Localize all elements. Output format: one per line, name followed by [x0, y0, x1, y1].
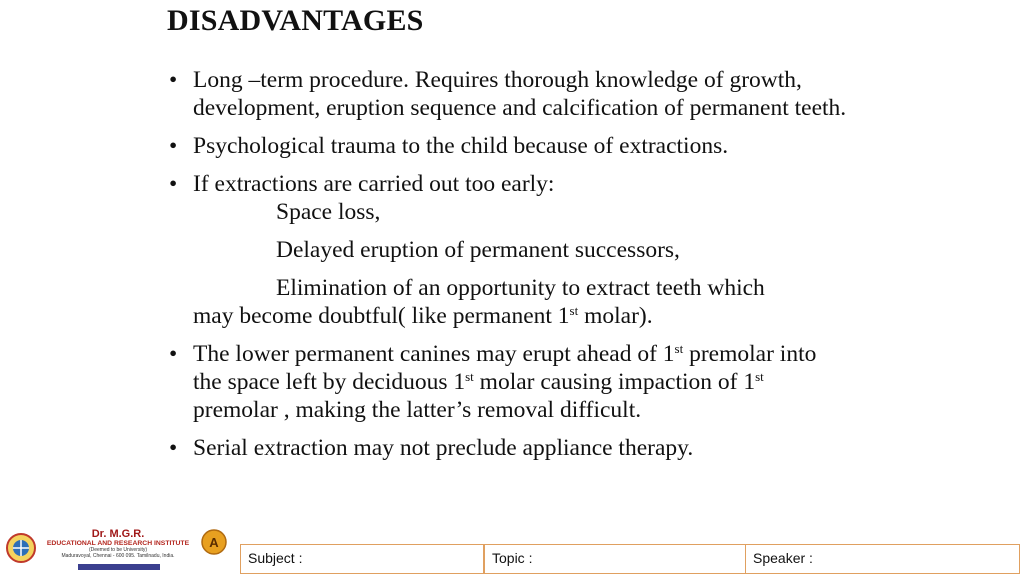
superscript: st [465, 369, 474, 384]
superscript: st [755, 369, 764, 384]
slide-content [168, 66, 848, 472]
sub-item: Delayed eruption of permanent successors, [276, 237, 680, 263]
superscript: st [674, 341, 684, 356]
bullet-item: • Serial extraction may not preclude appliance therapy. [168, 434, 848, 462]
grade-badge-icon [200, 528, 228, 556]
logo-text [36, 528, 200, 559]
continuation-text: molar). [578, 303, 653, 329]
bullet-item: • Long –term procedure. Requires thorough knowledge of growth, development, eruption sequence and calcification of permanent teeth. [168, 66, 848, 122]
superscript: st [569, 303, 579, 318]
bullet-text: premolar into the space left by deciduous 1 [193, 341, 817, 395]
bullet-item [168, 170, 848, 330]
speaker-field: Speaker : [745, 544, 1020, 574]
logo-name: Dr. M.G.R. [91, 528, 145, 540]
logo-bar [78, 564, 160, 570]
sub-item: Elimination of an opportunity to extract teeth which [276, 275, 765, 301]
bullet-item: • Psychological trauma to the child because of extractions. [168, 132, 848, 160]
svg-text:A: A [209, 535, 219, 550]
sub-item: Space loss, [276, 199, 381, 225]
bullet-item [168, 340, 848, 424]
bullet-text: premolar , making the latter’s removal difficult. [193, 397, 642, 423]
logo-address: Maduravoyal, Chennai - 600 095. Tamilnadu, India. [61, 553, 175, 559]
bullet-text: The lower permanent canines may erupt ahead of 1 [193, 341, 675, 367]
subject-field: Subject : [240, 544, 484, 574]
continuation-text: may become doubtful( like permanent 1 [193, 303, 570, 329]
emblem-icon [4, 528, 38, 568]
sub-item-continuation [193, 302, 848, 330]
institute-logo [2, 524, 234, 574]
logo-deemed: (Deemed to be University) [88, 547, 148, 553]
bullet-text: molar causing impaction of 1 [473, 369, 756, 395]
slide-title: DISADVANTAGES [167, 4, 424, 37]
topic-field: Topic : [484, 544, 746, 574]
logo-institute: EDUCATIONAL AND RESEARCH INSTITUTE [46, 540, 190, 547]
bullet-text: If extractions are carried out too early: [193, 171, 555, 197]
